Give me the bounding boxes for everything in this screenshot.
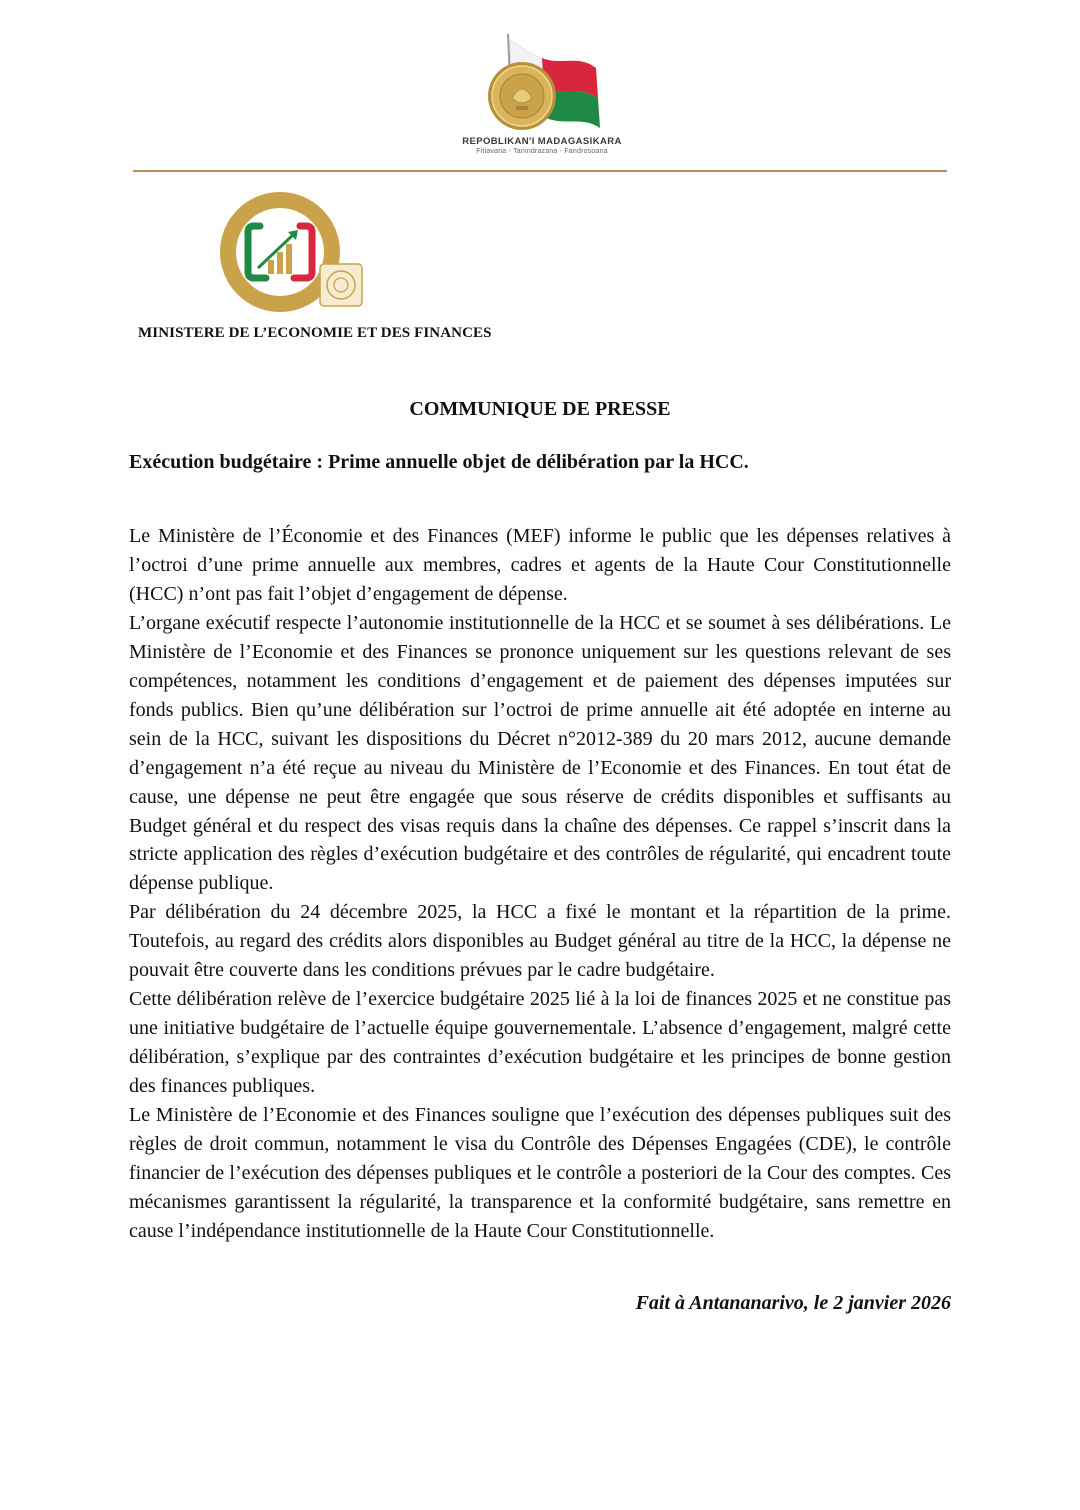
republic-name: REPOBLIKAN'I MADAGASIKARA xyxy=(462,136,622,147)
document-subject: Exécution budgétaire : Prime annuelle objet de délibération par la HCC. xyxy=(129,451,749,473)
paragraph: L’organe exécutif respecte l’autonomie institutionnelle de la HCC et se soumet à ses délibérations. Le Ministère de l’Economie et des Finances se prononce uniquement sur les questions relevant de ses compétences, notamment les conditions d’engagement et de paiement des dépenses imputées sur fonds publics. Bien qu’une délibération sur l’octroi de prime annuelle ait été adoptée en interne au sein de la HCC, suivant les dispositions du Décret n°2012-389 du 20 mars 2012, aucune demande d’engagement n’a été reçue au niveau du Ministère de l’Economie et des Finances. En tout état de cause, une dépense ne peut être engagée que sous réserve de crédits disponibles et suffisants au Budget général et du respect des visas requis dans la chaîne des dépenses. Ce rappel s’inscrit dans la stricte application des règles d’exécution budgétaire et des contrôles de régularité, qui encadrent toute dépense publique. xyxy=(129,611,951,895)
paragraph: Cette délibération relève de l’exercice budgétaire 2025 lié à la loi de finances 2025 et ne constitue pas une initiative budgétaire de l’actuelle équipe gouvernementale. L’absence d’engagement, malgré cette délibération, s’explique par des contraintes d’exécution budgétaire et les principes de bonne gestion des finances publiques. xyxy=(129,988,951,1098)
paragraph: Par délibération du 24 décembre 2025, la HCC a fixé le montant et la répartition de la prime. Toutefois, au regard des crédits alors disponibles au Budget général au titre de la HCC, la dépense ne pouvait être couverte dans les conditions prévues par le cadre budgétaire. xyxy=(129,901,951,982)
ministry-name: MINISTERE DE L’ECONOMIE ET DES FINANCES xyxy=(138,325,492,341)
document-type: COMMUNIQUE DE PRESSE xyxy=(409,398,671,420)
header-divider xyxy=(133,170,947,172)
paragraph: Le Ministère de l’Économie et des Finances (MEF) informe le public que les dépenses relatives à l’octroi d’une prime annuelle aux membres, cadres et agents de la Haute Cour Constitutionnelle (HCC) n’ont pas fait l’objet d’engagement de dépense. xyxy=(129,525,951,605)
paragraph: Le Ministère de l’Economie et des Finances souligne que l’exécution des dépenses publiques suit des règles de droit commun, notamment le visa du Contrôle des Dépenses Engagées (CDE), le contrôle financier de l’exécution des dépenses publiques et le contrôle a posteriori de la Cour des comptes. Ces mécanismes garantissent la régularité, la transparence et la conformité budgétaire, sans remettre en cause l’indépendance institutionnelle de la Haute Cour Constitutionnelle. xyxy=(129,1104,951,1242)
ministry-logo xyxy=(216,190,366,316)
signoff-date-place: Fait à Antananarivo, le 2 janvier 2026 xyxy=(635,1292,951,1314)
republic-motto: Fitiavana - Tanindrazana - Fandrosoana xyxy=(476,148,608,155)
press-release-body xyxy=(129,522,951,1246)
